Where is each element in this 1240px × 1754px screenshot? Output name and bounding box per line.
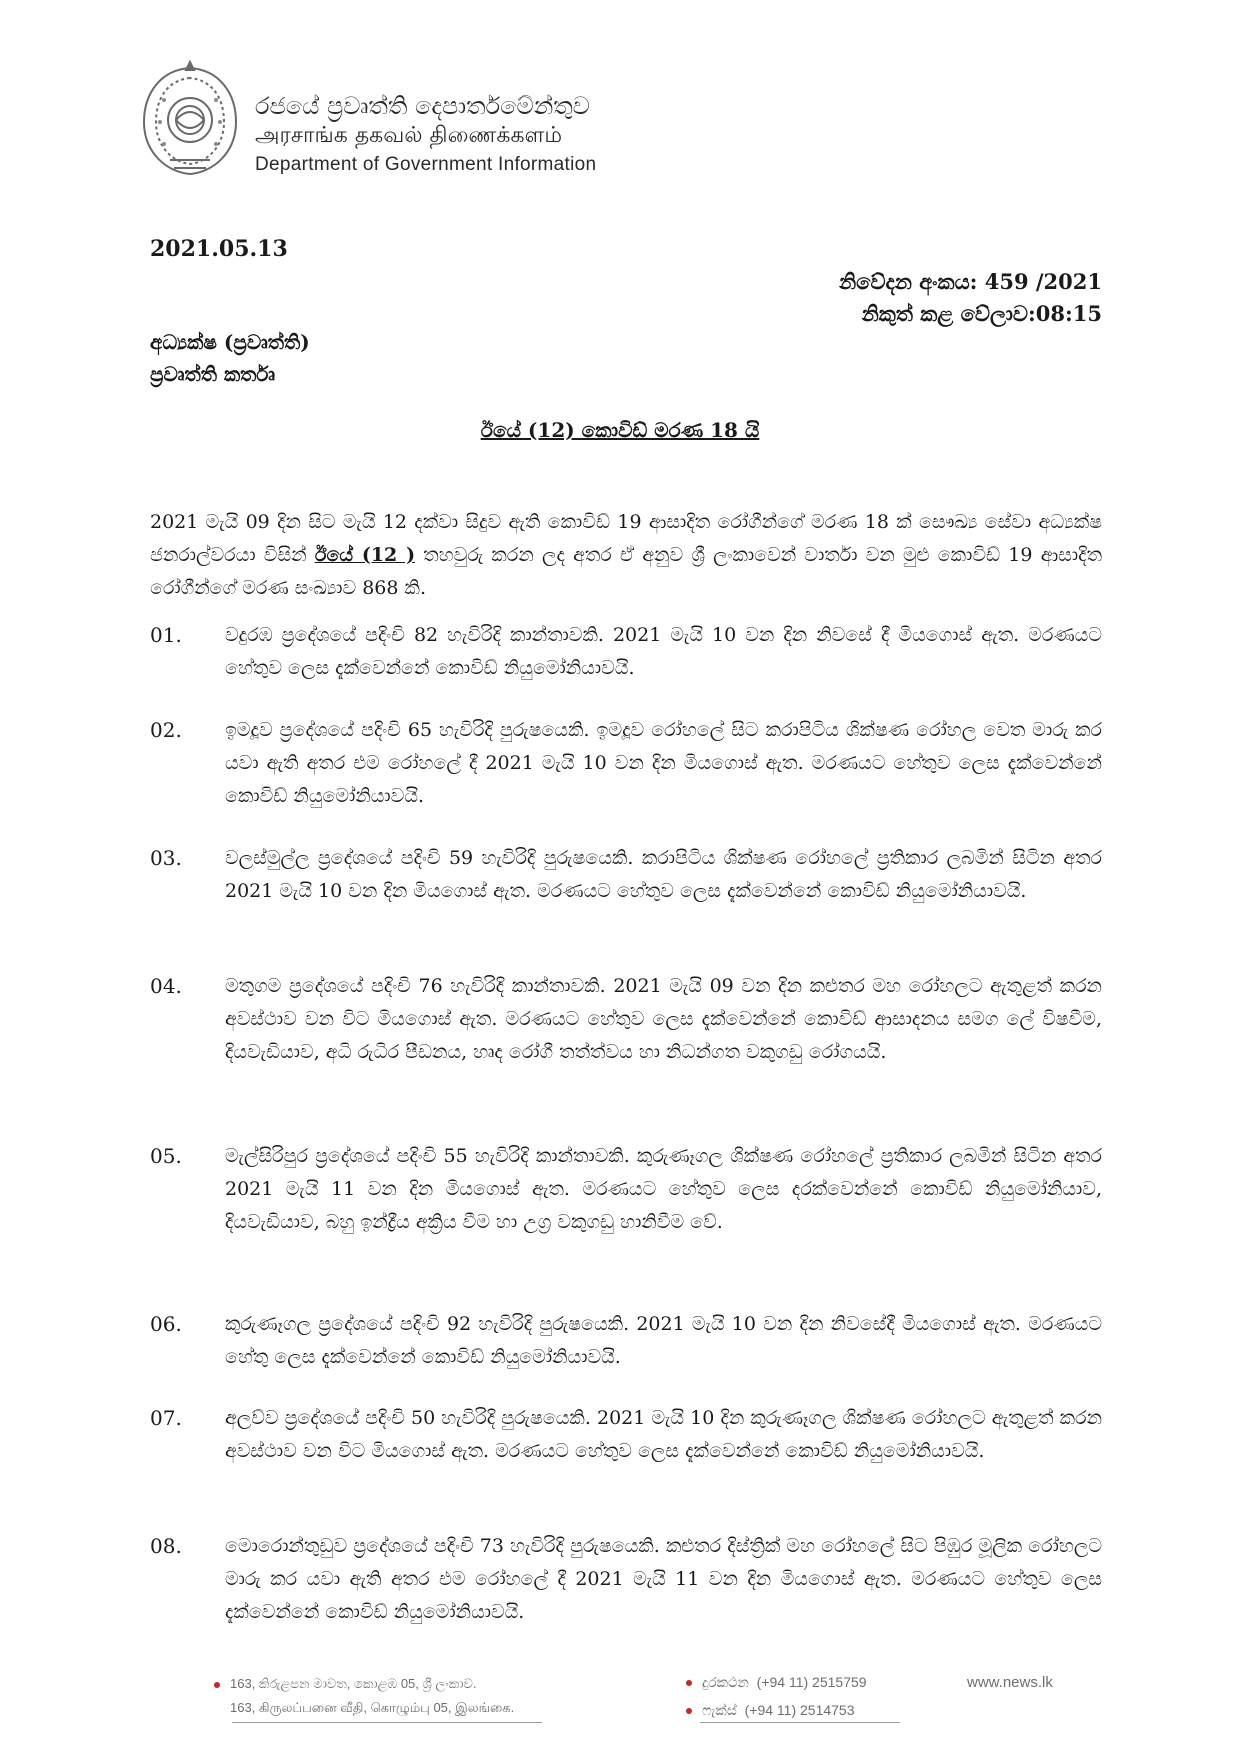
footer-divider [232,1722,542,1723]
release-number: නිවේදන අංකය: 459 /2021 [839,269,1102,294]
recipient-line-1: අධ්‍යක්ෂ (ප්‍රවෘත්ති) [150,330,310,354]
release-date: 2021.05.13 [150,236,288,262]
item-number: 01. [150,623,182,647]
address-tamil: 163, கிருலப்பனை வீதி, கொழும்பு 05, இலங்கை. [230,1700,515,1715]
department-header [255,92,596,179]
item-number: 07. [150,1406,182,1430]
page-footer [0,1664,1240,1744]
sri-lanka-national-emblem-icon [130,60,250,180]
fax-label: ෆැක්ස් [702,1702,737,1718]
item-text: අලව්ව ප්‍රදේශයේ පදිංචි 50 හැවිරිදි පුරුෂයෙකි. 2021 මැයි 10 දින කුරුණෑගල ශික්ෂණ රෝහලට ඇතුළත් කරන අවස්ථාව වන විට මියගොස් ඇත. මරණයට හේතුව ලෙස දැක්වෙන්නේ කොවිඩ් නියුමෝනියාවයි. [225,1407,1102,1462]
intro-text-part-2: තහවුරු කරන ලද අතර ඒ අනුව ශ්‍රී ලංකාවෙන් වාර්තා වන මුළු කොවිඩ් 19 ආසාදිත රෝගීන්ගේ මරණ සංඛ්‍යාව 868 කි. [150,544,1103,599]
list-item [150,1402,1102,1468]
intro-underlined-date: ඊයේ (12 ) [314,544,416,566]
item-text: මතුගම ප්‍රදේශයේ පදිංචි 76 හැවිරිදි කාන්තාවකි. 2021 මැයි 09 වන දින කළුතර මහ රෝහලට ඇතුළත් කරන අවස්ථාව වන විට මියගොස් ඇත. මරණයට හේතුව ලෙස දැක්වෙන්නේ කොවිඩ් ආසාදනය සමග ලේ විෂවීම, දියවැඩියාව, අධි රුධිර පීඩනය, හෘද රෝගී තත්ත්වය හා නිධන්ගත වකුගඩු රෝගයයි. [225,975,1102,1063]
department-name-english: Department of Government Information [255,154,597,175]
intro-text-part-1: 2021 මැයි 09 දින සිට මැයි 12 දක්වා සිදුව ඇති කොවිඩ් 19 ආසාදිත රෝගීන්ගේ මරණ 18 ක් සෞඛ්‍ය සේවා අධ්‍යක්ෂ ජනරාල්වරයා විසින් [150,511,1102,566]
item-number: 02. [150,718,182,742]
footer-contacts [686,1668,867,1724]
item-text: ඉමදූව ප්‍රදේශයේ පදිංචි 65 හැවිරිදි පුරුෂයෙකි. ඉමදූව රෝහලේ සිට කරාපිටිය ශික්ෂණ රෝහල වෙත මාරු කර යවා ඇති අතර එම රෝහලේ දී 2021 මැයි 10 වන දින මියගොස් ඇත. මරණයට හේතුව ලෙස දැක්වෙන්නේ කොවිඩ් නියුමෝනියාවයි. [225,719,1102,807]
phone-number: (+94 11) 2515759 [756,1674,867,1690]
item-number: 04. [150,974,182,998]
item-text: කුරුණෑගල ප්‍රදේශයේ පදිංචි 92 හැවිරිදි පුරුෂයෙකි. 2021 මැයි 10 වන දින නිවසේදී මියගොස් ඇත. මරණයට හේතු ලෙස දැක්වෙන්නේ කොවිඩ් නියුමෝනියාවයි. [225,1313,1102,1368]
department-name-sinhala: රජයේ ප්‍රවෘත්ති දෙපාර්තමේන්තුව [255,92,590,120]
item-number: 08. [150,1534,182,1558]
bullet-dot-icon [214,1682,220,1688]
list-item [150,714,1102,813]
item-text: වදුරඹ ප්‍රදේශයේ පදිංචි 82 හැවිරිදි කාන්තාවකි. 2021 මැයි 10 වන දින නිවසේ දී මියගොස් ඇත. මරණයට හේතුව ලෙස දැක්වෙන්නේ කොවිඩ් නියුමෝනියාවයි. [225,624,1102,679]
item-text: මොරොන්තුඩුව ප්‍රදේශයේ පදිංචි 73 හැවිරිදි පුරුෂයෙකි. කළුතර දිස්ත්‍රික් මහ රෝහලේ සිට පිඹුර මූලික රෝහලට මාරු කර යවා ඇති අතර එම රෝහලේ දී 2021 මැයි 11 වන දින මියගොස් ඇත. මරණයට හේතුව ලෙස දැක්වෙන්නේ කොවිඩ් නියුමෝනියාවයි. [225,1535,1102,1623]
footer-divider [700,1722,900,1723]
department-name-tamil: அரசாங்க தகவல் திணைக்களம் [255,123,563,148]
item-number: 06. [150,1312,182,1336]
item-number: 05. [150,1144,182,1168]
intro-paragraph [150,506,1102,605]
release-time: නිකුත් කළ වේලාව:08:15 [861,301,1102,326]
phone-label: දුරකථන [702,1674,749,1690]
list-item [150,1308,1102,1374]
item-text: මැල්සිරිපුර ප්‍රදේශයේ පදිංචි 55 හැවිරිදි කාන්තාවකි. කුරුණෑගල ශික්ෂණ රෝහලේ ප්‍රතිකාර ලබමින් සිටින අතර 2021 මැයි 11 වන දින මියගොස් ඇත. මරණයට හේතුව ලෙස දරක්වෙන්නේ කොවිඩ් නියුමෝනියාව, දියවැඩියාව, බහු ඉන්ද්‍රීය අක්‍රිය වීම හා උග්‍ර වකුගඩු හානිවීම වේ. [225,1145,1102,1233]
release-meta [839,266,1102,330]
item-number: 03. [150,846,182,870]
bullet-dot-icon [686,1680,692,1686]
website-link[interactable]: www.news.lk [967,1674,1053,1691]
address-sinhala: 163, කිරුළපන මාවත, කොළඹ 05, ශ්‍රී ලංකාව. [230,1676,477,1691]
document-title: ඊයේ (12) කොවිඩ් මරණ 18 යි [480,418,760,442]
recipient-line-2: ප්‍රවෘත්ති කර්තෘ [150,362,276,386]
fax-number: (+94 11) 2514753 [744,1702,855,1718]
list-item [150,619,1102,685]
list-item [150,842,1102,908]
list-item [150,1530,1102,1629]
list-item [150,1140,1102,1239]
footer-address [214,1672,514,1720]
item-text: වලස්මුල්ල ප්‍රදේශයේ පදිංචි 59 හැවිරිදි පුරුෂයෙකි. කරාපිටිය ශික්ෂණ රෝහලේ ප්‍රතිකාර ලබමින් සිටින අතර 2021 මැයි 10 වන දින මියගොස් ඇත. මරණයට හේතුව ලෙස දැක්වෙන්නේ කොවිඩ් නියුමෝනියාවයි. [225,847,1102,902]
bullet-dot-icon [686,1708,692,1714]
recipient-block [150,326,310,390]
list-item [150,970,1102,1069]
